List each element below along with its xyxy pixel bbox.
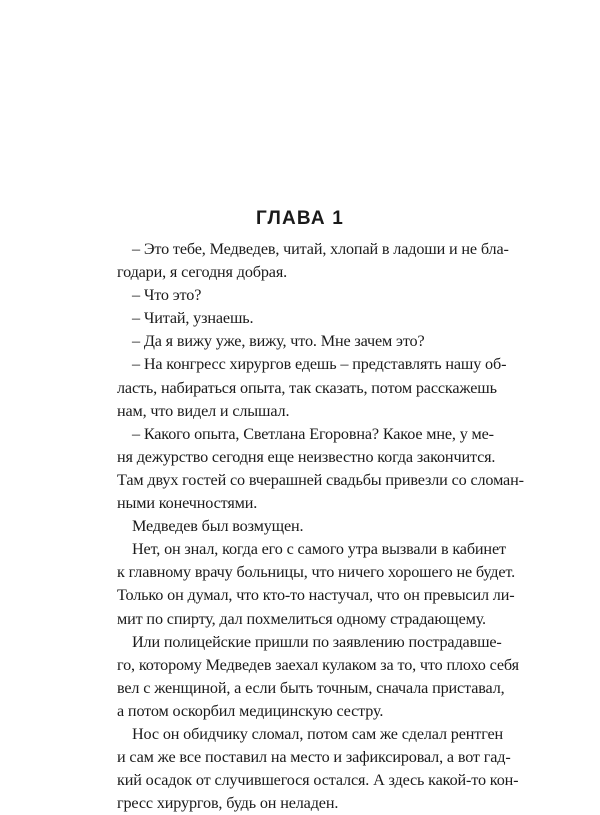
chapter-title: ГЛАВА 1 <box>255 208 345 229</box>
text-line: ня дежурство сегодня еще неизвестно когда закончится. <box>117 447 496 466</box>
text-line: го, которому Медведев заехал кулаком за то, что плохо себя <box>117 655 519 674</box>
text-line: Там двух гостей со вчерашней свадьбы привезли со сломан- <box>117 470 524 489</box>
text-line: – Что это? <box>132 286 202 305</box>
text-line: Нет, он знал, когда его с самого утра вызвали в кабинет <box>132 540 506 559</box>
text-line: вел с женщиной, а если быть точным, сначала приставал, <box>117 678 505 697</box>
text-line: – Да я вижу уже, вижу, что. Мне зачем это? <box>132 332 425 351</box>
text-line: ными конечностями. <box>117 494 258 513</box>
text-line: мит по спирту, дал похмелиться одному страдающему. <box>117 609 486 628</box>
text-line: годари, я сегодня добрая. <box>117 263 288 282</box>
text-line: – На конгресс хирургов едешь – представлять нашу об- <box>132 355 507 374</box>
text-line: Или полицейские пришли по заявлению пострадавше- <box>132 632 502 651</box>
text-line: к главному врачу больницы, что ничего хорошего не будет. <box>117 563 516 582</box>
text-line: – Это тебе, Медведев, читай, хлопай в ладоши и не бла- <box>132 240 509 258</box>
text-line: и сам же все поставил на место и зафиксировал, а вот гад- <box>117 748 511 767</box>
text-line: а потом оскорбил медицинскую сестру. <box>117 701 384 720</box>
text-line: – Читай, узнаешь. <box>132 309 254 328</box>
text-line: – Какого опыта, Светлана Егоровна? Какое мне, у ме- <box>132 424 494 443</box>
text-line: Нос он обидчику сломал, потом сам же сделал рентген <box>132 724 504 743</box>
text-line: нам, что видел и слышал. <box>117 401 290 420</box>
chapter-body-text <box>117 238 524 815</box>
text-line: кий осадок от случившегося остался. А здесь какой-то кон- <box>117 771 519 790</box>
text-line: Только он думал, что кто-то настучал, что он превысил ли- <box>117 586 515 605</box>
text-line: ласть, набираться опыта, так сказать, потом расскажешь <box>117 378 497 397</box>
text-line: гресс хирургов, будь он неладен. <box>117 794 339 813</box>
text-line: Медведев был возмущен. <box>132 517 304 536</box>
